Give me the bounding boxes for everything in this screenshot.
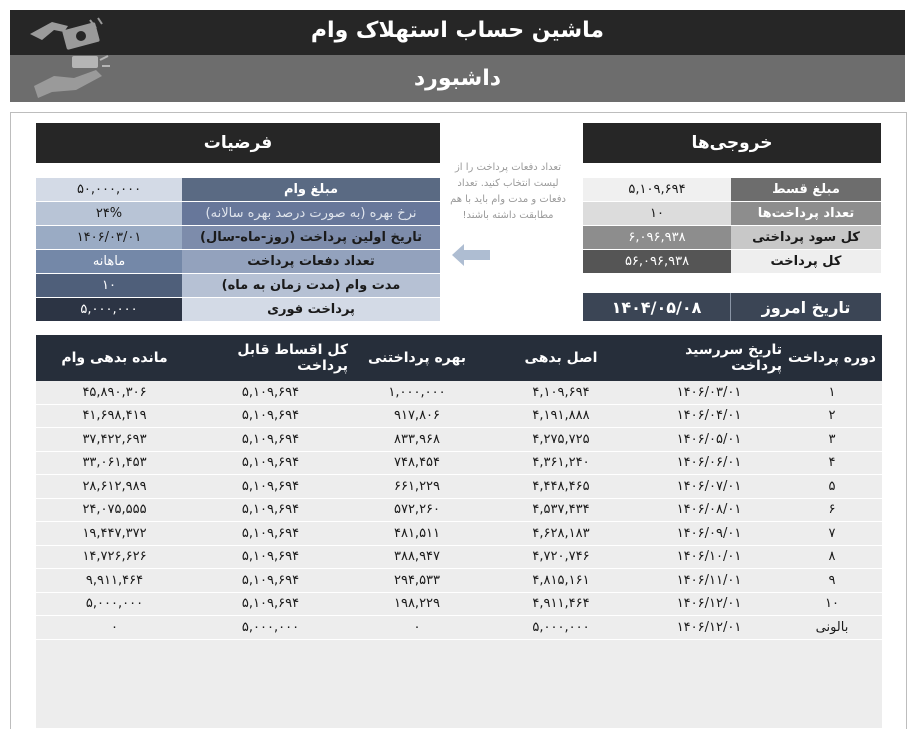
interest-cell: ۱۹۸,۲۲۹: [393, 596, 441, 612]
balance-cell: ۱۹,۴۴۷,۳۷۲: [82, 525, 147, 541]
installment-cell: ۵,۱۰۹,۶۹۴: [241, 596, 300, 612]
loan-amount-input[interactable]: ۵۰,۰۰۰,۰۰۰: [36, 178, 182, 201]
assumption-row: [36, 178, 440, 201]
balance-cell: ۹,۹۱۱,۴۶۴: [85, 572, 144, 588]
column-header: مانده بدهی وام: [61, 350, 168, 366]
balance-cell: ۱۴,۷۲۶,۶۲۶: [82, 549, 147, 565]
principal-cell: ۴,۷۲۰,۷۴۶: [532, 549, 590, 565]
table-row: [36, 381, 882, 405]
interest-cell: ۹۱۷,۸۰۶: [393, 408, 441, 424]
installment-cell: ۵,۱۰۹,۶۹۴: [241, 478, 300, 494]
period-cell: ۵: [828, 478, 836, 494]
page-title: ماشین حساب استهلاک وام: [310, 18, 605, 43]
balance-cell: ۳۷,۴۲۲,۶۹۳: [82, 431, 147, 447]
assumption-label: تاریخ اولین پرداخت (روز-ماه-سال): [200, 230, 422, 245]
interest-cell: ۰: [413, 619, 421, 635]
due-date-cell: ۱۴۰۶/۰۶/۰۱: [676, 455, 742, 471]
output-label: کل پرداخت: [731, 250, 881, 273]
table-row: [36, 499, 882, 523]
assumption-label: پرداخت فوری: [267, 302, 355, 317]
arrow-left-icon: [452, 244, 490, 266]
balance-cell: ۴۱,۶۹۸,۴۱۹: [82, 408, 147, 424]
principal-cell: ۴,۶۲۸,۱۸۳: [532, 525, 590, 541]
output-row: [583, 249, 881, 273]
period-cell: ۹: [828, 572, 836, 588]
table-row: [36, 616, 882, 640]
assumption-label: مبلغ وام: [283, 182, 339, 197]
installment-cell: ۵,۱۰۹,۶۹۴: [241, 431, 300, 447]
due-date-cell: ۱۴۰۶/۰۹/۰۱: [676, 525, 742, 541]
principal-cell: ۴,۱۰۹,۶۹۴: [532, 384, 590, 400]
balance-cell: ۴۵,۸۹۰,۳۰۶: [82, 384, 147, 400]
assumption-label: نرخ بهره (به صورت درصد بهره سالانه): [205, 206, 417, 221]
interest-rate-input[interactable]: ۲۴%: [36, 202, 182, 225]
balance-cell: ۵,۰۰۰,۰۰۰: [85, 596, 144, 612]
interest-cell: ۷۴۸,۴۵۴: [393, 455, 441, 471]
due-date-cell: ۱۴۰۶/۰۸/۰۱: [676, 502, 742, 518]
assumptions-title: فرضیات: [36, 123, 440, 163]
installment-amount-value: ۵,۱۰۹,۶۹۴: [583, 178, 731, 201]
assumption-label: تعداد دفعات پرداخت: [247, 254, 375, 269]
due-date-cell: ۱۴۰۶/۰۵/۰۱: [676, 431, 742, 447]
payment-count-value: ۱۰: [583, 202, 731, 225]
interest-cell: ۸۳۳,۹۶۸: [393, 431, 441, 447]
assumption-row: [36, 225, 440, 249]
installment-cell: ۵,۱۰۹,۶۹۴: [241, 408, 300, 424]
period-cell: ۱: [828, 384, 836, 400]
assumption-row: [36, 249, 440, 273]
frequency-note: تعداد دفعات پرداخت را از لیست انتخاب کنید. تعداد دفعات و مدت وام باید با هم مطابقت داشته باشند!: [450, 162, 566, 221]
period-cell: ۲: [828, 408, 836, 424]
interest-cell: ۶۶۱,۲۲۹: [393, 478, 441, 494]
principal-cell: ۴,۸۱۵,۱۶۱: [532, 572, 590, 588]
due-date-cell: ۱۴۰۶/۱۲/۰۱: [676, 596, 742, 612]
first-payment-date-input[interactable]: ۱۴۰۶/۰۳/۰۱: [36, 226, 182, 249]
today-label: تاریخ امروز: [730, 293, 881, 321]
outputs-table: [583, 178, 881, 273]
total-interest-value: ۶,۰۹۶,۹۳۸: [583, 226, 731, 249]
table-row: [36, 452, 882, 476]
table-row: [36, 593, 882, 617]
output-label: کل سود پرداختی: [731, 226, 881, 249]
output-row: [583, 201, 881, 225]
period-cell: ۸: [828, 549, 836, 565]
period-cell: ۴: [828, 455, 836, 471]
assumption-label: مدت وام (مدت زمان به ماه): [221, 278, 401, 293]
today-value: ۱۴۰۴/۰۵/۰۸: [611, 297, 702, 317]
balance-cell: ۲۸,۶۱۲,۹۸۹: [82, 478, 147, 494]
output-label: مبلغ قسط: [731, 178, 881, 201]
due-date-cell: ۱۴۰۶/۰۳/۰۱: [676, 384, 742, 400]
today-date-box: [583, 293, 881, 321]
table-header: [36, 335, 882, 381]
period-cell: ۷: [828, 525, 836, 541]
due-date-cell: ۱۴۰۶/۰۴/۰۱: [676, 408, 742, 424]
interest-cell: ۳۸۸,۹۴۷: [393, 549, 441, 565]
output-row: [583, 225, 881, 249]
column-header: تاریخ سررسید پرداخت: [685, 342, 782, 374]
amortization-table: [36, 335, 882, 728]
table-row: [36, 405, 882, 429]
loan-term-input[interactable]: ۱۰: [36, 274, 182, 297]
column-header: اصل بدهی: [524, 350, 598, 366]
principal-cell: ۴,۲۷۵,۷۲۵: [532, 431, 590, 447]
table-row: [36, 546, 882, 570]
assumptions-table: [36, 178, 440, 321]
immediate-payment-input[interactable]: ۵,۰۰۰,۰۰۰: [36, 298, 182, 321]
period-cell: بالونی: [815, 619, 849, 635]
assumption-row: [36, 297, 440, 321]
column-header: کل اقساط قابل پرداخت: [237, 342, 348, 374]
balance-cell: ۲۴,۰۷۵,۵۵۵: [82, 502, 147, 518]
interest-cell: ۴۸۱,۵۱۱: [393, 525, 441, 541]
installment-cell: ۵,۱۰۹,۶۹۴: [241, 525, 300, 541]
period-cell: ۶: [828, 502, 836, 518]
page-subtitle: داشبورد: [413, 66, 502, 91]
principal-cell: ۴,۹۱۱,۴۶۴: [532, 596, 590, 612]
payment-frequency-select[interactable]: ماهانه: [36, 250, 182, 273]
table-row: [36, 522, 882, 546]
balance-cell: ۰: [111, 619, 118, 635]
installment-cell: ۵,۱۰۹,۶۹۴: [241, 502, 300, 518]
output-row: [583, 178, 881, 201]
principal-cell: ۵,۰۰۰,۰۰۰: [532, 619, 590, 635]
due-date-cell: ۱۴۰۶/۱۲/۰۱: [676, 619, 742, 635]
dashboard-header: [10, 10, 905, 102]
interest-cell: ۲۹۴,۵۳۳: [393, 572, 441, 588]
installment-cell: ۵,۰۰۰,۰۰۰: [241, 619, 300, 635]
assumption-row: [36, 201, 440, 225]
due-date-cell: ۱۴۰۶/۱۰/۰۱: [676, 549, 742, 565]
principal-cell: ۴,۳۶۱,۲۴۰: [532, 455, 590, 471]
table-row: [36, 569, 882, 593]
due-date-cell: ۱۴۰۶/۰۷/۰۱: [676, 478, 742, 494]
installment-cell: ۵,۱۰۹,۶۹۴: [241, 572, 300, 588]
principal-cell: ۴,۵۳۷,۴۳۴: [532, 502, 590, 518]
due-date-cell: ۱۴۰۶/۱۱/۰۱: [676, 572, 742, 588]
period-cell: ۳: [828, 431, 836, 447]
principal-cell: ۴,۴۴۸,۴۶۵: [532, 478, 590, 494]
installment-cell: ۵,۱۰۹,۶۹۴: [241, 549, 300, 565]
column-header: دوره پرداخت: [788, 350, 876, 366]
principal-cell: ۴,۱۹۱,۸۸۸: [532, 408, 590, 424]
assumption-row: [36, 273, 440, 297]
column-header: بهره پرداختنی: [368, 350, 466, 366]
outputs-title: خروجی‌ها: [583, 123, 881, 163]
table-body: [36, 381, 882, 640]
interest-cell: ۵۷۲,۲۶۰: [393, 502, 441, 518]
period-cell: ۱۰: [825, 596, 839, 612]
balance-cell: ۳۳,۰۶۱,۴۵۳: [82, 455, 147, 471]
table-row: [36, 475, 882, 499]
total-payment-value: ۵۶,۰۹۶,۹۳۸: [583, 250, 731, 273]
installment-cell: ۵,۱۰۹,۶۹۴: [241, 384, 300, 400]
interest-cell: ۱,۰۰۰,۰۰۰: [388, 384, 446, 400]
money-hand-icon: [24, 16, 114, 100]
output-label: تعداد پرداخت‌ها: [731, 202, 881, 225]
installment-cell: ۵,۱۰۹,۶۹۴: [241, 455, 300, 471]
table-row: [36, 428, 882, 452]
